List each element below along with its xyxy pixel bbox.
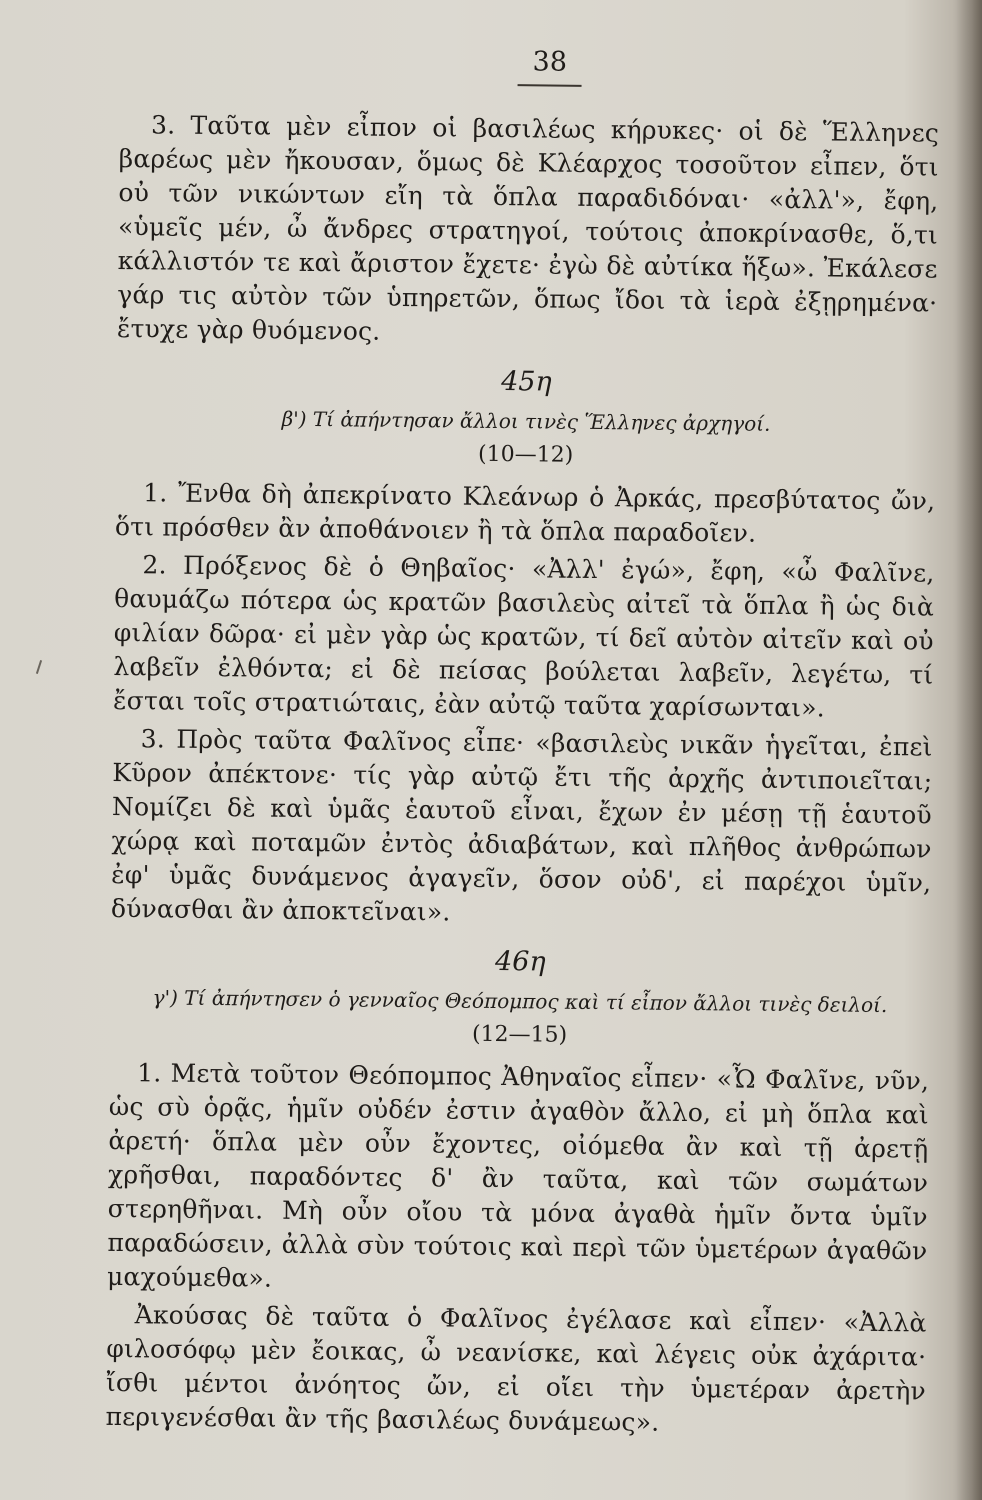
paragraph-2-proxenos: 2. Πρόξενος δὲ ὁ Θηβαῖος· «Ἀλλ' ἐγώ», ἔφη, «ὦ Φαλῖνε, θαυμάζω πότερα ὡς κρατῶν βασιλεὺς αἰτεῖ τὰ ὅπλα ἢ ὡς διὰ φιλίαν δῶρα· εἰ μὲν γὰρ ὡς κρατῶν, τί δεῖ αὐτὸν αἰτεῖν καὶ οὐ λαβεῖν ἐλθόντα; εἰ δὲ πείσας βούλεται λαβεῖν, λεγέτω, τί ἔσται τοῖς στρατιώταις, ἐὰν αὐτῷ ταῦτα χαρίσωνται». [112, 550, 935, 723]
paragraph-phalinos-reply: Ἀκούσας δὲ ταῦτα ὁ Φαλῖνος ἐγέλασε καὶ εἶπεν· «Ἀλλὰ φιλοσόφῳ μὲν ἔοικας, ὦ νεανίσκε, καὶ λέγεις οὐκ ἀχάριτα· ἴσθι μέντοι ἀνόητος ὤν, εἰ οἴει τὴν ὑμετέραν ἀρετὴν περιγενέσθαι ἂν τῆς βασιλέως δυνάμεως». [105, 1300, 927, 1437]
page-edge-shadow [956, 0, 982, 1500]
lesson-heading-45: 45η [501, 366, 552, 398]
margin-mark [36, 660, 42, 674]
section-question-c: γ') Τί ἀπήντησεν ὁ γενναῖος Θεόπομπος καὶ τί εἶπον ἄλλοι τινὲς δειλοί. [152, 985, 888, 1018]
page-number-rule [518, 84, 582, 87]
section-range-10-12: (10—12) [477, 441, 574, 468]
page-content [105, 40, 940, 1447]
page-number: 38 [532, 46, 568, 78]
paragraph-3-phalinos: 3. Πρὸς ταῦτα Φαλῖνος εἶπε· «βασιλεὺς νικᾶν ἡγεῖται, ἐπεὶ Κῦρον ἀπέκτονε· τίς γὰρ αὐτῷ ἔτι τῆς ἀρχῆς ἀντιποιεῖται; Νομίζει δὲ καὶ ὑμᾶς ἑαυτοῦ εἶναι, ἔχων ἐν μέσῃ τῇ ἑαυτοῦ χώρᾳ καὶ ποταμῶν ἐντὸς ἀδιαβάτων, καὶ πλῆθος ἀνθρώπων ἐφ' ὑμᾶς δυνάμενος ἀγαγεῖν, ὅσον οὐδ', εἰ παρέχοι ὑμῖν, δύνασθαι ἂν ἀποκτεῖναι». [110, 724, 933, 927]
lesson-heading-46: 46η [494, 945, 546, 978]
paragraph-1-kleanor: 1. Ἔνθα δὴ ἀπεκρίνατο Κλεάνωρ ὁ Ἀρκάς, πρεσβύτατος ὤν, ὅτι πρόσθεν ἂν ἀποθάνοιεν ἢ τὰ ὅπλα παραδοῖεν. [114, 478, 936, 548]
paragraph-1-theopompos: 1. Μετὰ τοῦτον Θεόπομπος Ἀθηναῖος εἶπεν· «Ὦ Φαλῖνε, νῦν, ὡς σὺ ὁρᾷς, ἡμῖν οὐδέν ἐστιν ἀγαθὸν ἄλλο, εἰ μὴ ὅπλα καὶ ἀρετή· ὅπλα μὲν οὖν ἔχοντες, οἰόμεθα ἂν καὶ τῇ ἀρετῇ χρῆσθαι, παραδόντες δ' ἂν ταῦτα, καὶ τῶν σωμάτων στερηθῆναι. Μὴ οὖν οἴου τὰ μόνα ἀγαθὰ ἡμῖν ὄντα ὑμῖν παραδώσειν, ἀλλὰ σὺν τούτοις καὶ περὶ τῶν ὑμετέρων ἀγαθῶν μαχούμεθα». [106, 1058, 930, 1293]
section-range-12-15: (12—15) [471, 1021, 568, 1048]
section-question-b: β') Τί ἀπήντησαν ἄλλοι τινὲς Ἕλληνες ἀρχηγοί. [281, 406, 771, 436]
paragraph-3: 3. Ταῦτα μὲν εἶπον οἱ βασιλέως κήρυκες· οἱ δὲ Ἕλληνες βαρέως μὲν ἤκουσαν, ὅμως δὲ Κλέαρχος τοσοῦτον εἶπεν, ὅτι οὐ τῶν νικώντων εἴη τὰ ὅπλα παραδιδόναι· «ἀλλ'», ἔφη, «ὑμεῖς μέν, ὦ ἄνδρες στρατηγοί, τούτοις ἀποκρίνασθε, ὅ,τι κάλλιστόν τε καὶ ἄριστον ἔχετε· ἐγὼ δὲ αὐτίκα ἥξω». Ἐκάλεσε γάρ τις αὐτὸν τῶν ὑπηρετῶν, ὅπως ἴδοι τὰ ἱερὰ ἐξῃρημένα· ἔτυχε γὰρ θυόμενος. [116, 110, 940, 346]
